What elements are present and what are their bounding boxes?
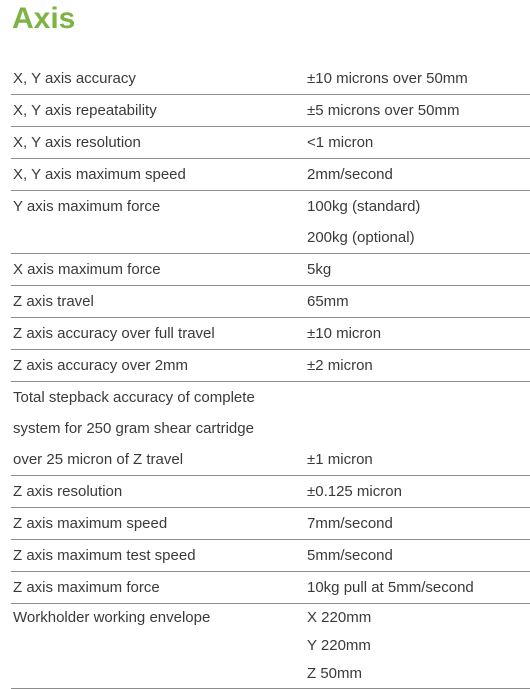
spec-value-line: 65mm (307, 293, 349, 310)
spec-value (307, 318, 530, 349)
spec-value-line: <1 micron (307, 134, 374, 151)
spec-value-line: 10kg pull at 5mm/second (307, 579, 474, 596)
spec-value (307, 95, 530, 126)
spec-label (11, 254, 307, 285)
spec-label (11, 127, 307, 158)
section-title: Axis (12, 2, 76, 35)
spec-row (11, 191, 530, 254)
spec-row (11, 604, 530, 689)
spec-label (11, 318, 307, 349)
spec-value (307, 159, 530, 190)
spec-label (11, 350, 307, 381)
spec-row (11, 159, 530, 191)
spec-value-line: X 220mm (307, 609, 372, 626)
spec-label-line: Z axis travel (13, 293, 94, 310)
spec-label-line: Z axis maximum force (13, 579, 160, 596)
spec-value (307, 382, 530, 475)
spec-label-line: Z axis accuracy over full travel (13, 325, 215, 342)
spec-label-line: X, Y axis maximum speed (13, 166, 186, 183)
spec-label-line: system for 250 gram shear cartridge (13, 420, 254, 437)
spec-row (11, 476, 530, 508)
spec-value (307, 63, 530, 94)
spec-value (307, 476, 530, 507)
spec-label (11, 63, 307, 94)
spec-label (11, 540, 307, 571)
spec-value (307, 350, 530, 381)
spec-value (307, 572, 530, 603)
spec-row (11, 254, 530, 286)
spec-value-line: 5kg (307, 261, 332, 278)
spec-value-line: ±5 microns over 50mm (307, 102, 460, 119)
spec-label-line: X, Y axis repeatability (13, 102, 157, 119)
spec-value (307, 286, 530, 317)
spec-row (11, 572, 530, 604)
spec-value-line: ±10 micron (307, 325, 382, 342)
spec-label (11, 508, 307, 539)
spec-value-line: ±2 micron (307, 357, 373, 374)
spec-label-line: Y axis maximum force (13, 198, 161, 215)
spec-label (11, 95, 307, 126)
spec-value-line: ±0.125 micron (307, 483, 402, 500)
spec-label-line: X axis maximum force (13, 261, 161, 278)
spec-value-line: 200kg (optional) (307, 229, 415, 246)
spec-label (11, 159, 307, 190)
spec-value-line: 100kg (standard) (307, 198, 421, 215)
spec-label-line: Z axis maximum speed (13, 515, 168, 532)
spec-value (307, 191, 530, 253)
spec-label (11, 572, 307, 603)
spec-label (11, 286, 307, 317)
spec-label-line: Z axis maximum test speed (13, 547, 196, 564)
spec-table (11, 63, 530, 689)
spec-label (11, 476, 307, 507)
spec-value-line: Z 50mm (307, 665, 363, 682)
spec-value-line: 5mm/second (307, 547, 393, 564)
spec-value (307, 127, 530, 158)
spec-label-line: Z axis resolution (13, 483, 123, 500)
spec-label-line: X, Y axis resolution (13, 134, 141, 151)
spec-value (307, 540, 530, 571)
spec-value-line: Y 220mm (307, 637, 371, 654)
spec-label (11, 191, 307, 253)
spec-row (11, 382, 530, 476)
spec-value-line: 2mm/second (307, 166, 393, 183)
spec-label-line: Z axis accuracy over 2mm (13, 357, 189, 374)
spec-value-line: ±1 micron (307, 451, 373, 468)
spec-label-line: Workholder working envelope (13, 609, 211, 626)
spec-value-line: ±10 microns over 50mm (307, 70, 468, 87)
spec-value (307, 604, 530, 688)
spec-row (11, 540, 530, 572)
spec-row (11, 318, 530, 350)
spec-row (11, 127, 530, 159)
spec-value-line: 7mm/second (307, 515, 393, 532)
spec-label-line: Total stepback accuracy of complete (13, 389, 255, 406)
spec-row (11, 63, 530, 95)
spec-label (11, 382, 307, 475)
spec-label-line: X, Y axis accuracy (13, 70, 136, 87)
spec-row (11, 95, 530, 127)
spec-row (11, 286, 530, 318)
spec-value (307, 254, 530, 285)
spec-label-line: over 25 micron of Z travel (13, 451, 184, 468)
spec-value (307, 508, 530, 539)
spec-label (11, 604, 307, 688)
spec-row (11, 508, 530, 540)
spec-row (11, 350, 530, 382)
